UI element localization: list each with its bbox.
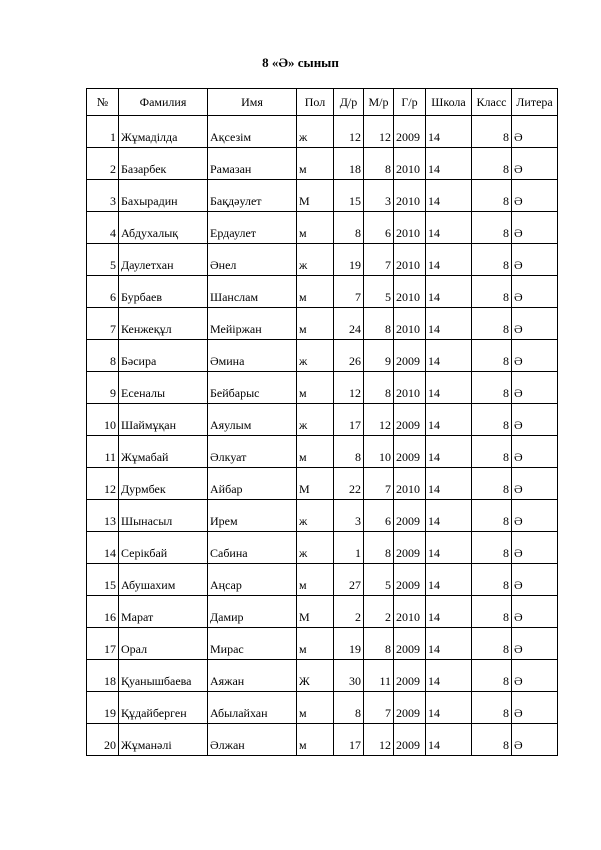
cell-letter: Ә	[512, 116, 558, 148]
cell-letter: Ә	[512, 532, 558, 564]
cell-birth-year: 2010	[394, 372, 426, 404]
cell-school: 14	[426, 628, 472, 660]
cell-school: 14	[426, 212, 472, 244]
table-row	[87, 532, 558, 564]
cell-school: 14	[426, 724, 472, 756]
cell-number: 5	[87, 244, 119, 276]
cell-surname: Кенжеқұл	[119, 308, 208, 340]
cell-school: 14	[426, 500, 472, 532]
cell-gender: м	[297, 436, 334, 468]
cell-class: 8	[472, 468, 512, 500]
cell-gender: ж	[297, 404, 334, 436]
cell-birth-month: 12	[364, 404, 394, 436]
cell-letter: Ә	[512, 308, 558, 340]
cell-class: 8	[472, 564, 512, 596]
header-birth-month: М/р	[364, 89, 394, 116]
cell-surname: Жұмабай	[119, 436, 208, 468]
table-row	[87, 244, 558, 276]
cell-birth-month: 5	[364, 276, 394, 308]
cell-birth-year: 2009	[394, 564, 426, 596]
cell-letter: Ә	[512, 692, 558, 724]
cell-school: 14	[426, 276, 472, 308]
page-title: 8 «Ә» сынып	[262, 55, 339, 70]
cell-birth-day: 12	[334, 372, 364, 404]
cell-class: 8	[472, 596, 512, 628]
cell-school: 14	[426, 148, 472, 180]
cell-number: 15	[87, 564, 119, 596]
cell-birth-year: 2009	[394, 724, 426, 756]
header-surname: Фамилия	[119, 89, 208, 116]
cell-birth-year: 2010	[394, 244, 426, 276]
cell-number: 6	[87, 276, 119, 308]
cell-class: 8	[472, 500, 512, 532]
table-row	[87, 372, 558, 404]
table-row	[87, 564, 558, 596]
cell-number: 18	[87, 660, 119, 692]
cell-number: 13	[87, 500, 119, 532]
student-table	[86, 88, 558, 756]
cell-name: Мейіржан	[208, 308, 297, 340]
cell-surname: Жұманәлі	[119, 724, 208, 756]
table-row	[87, 628, 558, 660]
cell-number: 9	[87, 372, 119, 404]
cell-class: 8	[472, 724, 512, 756]
cell-gender: м	[297, 628, 334, 660]
cell-birth-year: 2009	[394, 404, 426, 436]
cell-surname: Абдухалық	[119, 212, 208, 244]
cell-birth-month: 8	[364, 628, 394, 660]
cell-letter: Ә	[512, 436, 558, 468]
cell-name: Ирем	[208, 500, 297, 532]
cell-name: Сабина	[208, 532, 297, 564]
cell-birth-day: 7	[334, 276, 364, 308]
cell-class: 8	[472, 244, 512, 276]
cell-gender: М	[297, 596, 334, 628]
cell-surname: Дурмбек	[119, 468, 208, 500]
table-row	[87, 148, 558, 180]
cell-gender: ж	[297, 500, 334, 532]
cell-school: 14	[426, 308, 472, 340]
cell-name: Ақсезім	[208, 116, 297, 148]
cell-birth-year: 2009	[394, 628, 426, 660]
cell-birth-month: 8	[364, 532, 394, 564]
cell-gender: М	[297, 468, 334, 500]
cell-birth-year: 2009	[394, 340, 426, 372]
cell-gender: ж	[297, 116, 334, 148]
cell-gender: м	[297, 692, 334, 724]
cell-birth-month: 12	[364, 724, 394, 756]
cell-letter: Ә	[512, 276, 558, 308]
cell-gender: м	[297, 276, 334, 308]
cell-birth-day: 8	[334, 212, 364, 244]
cell-birth-month: 8	[364, 308, 394, 340]
cell-class: 8	[472, 628, 512, 660]
table-row	[87, 692, 558, 724]
cell-birth-day: 30	[334, 660, 364, 692]
cell-birth-year: 2010	[394, 308, 426, 340]
cell-birth-month: 3	[364, 180, 394, 212]
cell-gender: ж	[297, 340, 334, 372]
cell-surname: Бурбаев	[119, 276, 208, 308]
cell-birth-year: 2010	[394, 212, 426, 244]
table-row	[87, 212, 558, 244]
cell-number: 10	[87, 404, 119, 436]
cell-gender: ж	[297, 532, 334, 564]
cell-school: 14	[426, 436, 472, 468]
table-row	[87, 308, 558, 340]
cell-name: Әлжан	[208, 724, 297, 756]
cell-class: 8	[472, 660, 512, 692]
cell-number: 19	[87, 692, 119, 724]
cell-letter: Ә	[512, 724, 558, 756]
cell-letter: Ә	[512, 244, 558, 276]
cell-name: Аңсар	[208, 564, 297, 596]
cell-birth-day: 1	[334, 532, 364, 564]
cell-gender: м	[297, 212, 334, 244]
cell-name: Бақдәулет	[208, 180, 297, 212]
cell-letter: Ә	[512, 660, 558, 692]
cell-class: 8	[472, 116, 512, 148]
cell-number: 1	[87, 116, 119, 148]
table-row	[87, 340, 558, 372]
cell-name: Аяжан	[208, 660, 297, 692]
cell-surname: Базарбек	[119, 148, 208, 180]
cell-birth-month: 7	[364, 468, 394, 500]
cell-class: 8	[472, 180, 512, 212]
cell-birth-year: 2009	[394, 660, 426, 692]
cell-name: Бейбарыс	[208, 372, 297, 404]
cell-school: 14	[426, 564, 472, 596]
cell-name: Мирас	[208, 628, 297, 660]
cell-birth-month: 9	[364, 340, 394, 372]
cell-class: 8	[472, 308, 512, 340]
cell-birth-day: 18	[334, 148, 364, 180]
cell-class: 8	[472, 276, 512, 308]
cell-birth-day: 8	[334, 692, 364, 724]
cell-name: Абылайхан	[208, 692, 297, 724]
cell-birth-year: 2010	[394, 596, 426, 628]
cell-birth-month: 7	[364, 244, 394, 276]
cell-surname: Бәсира	[119, 340, 208, 372]
cell-name: Әмина	[208, 340, 297, 372]
cell-letter: Ә	[512, 212, 558, 244]
cell-class: 8	[472, 372, 512, 404]
cell-birth-day: 8	[334, 436, 364, 468]
cell-number: 2	[87, 148, 119, 180]
cell-school: 14	[426, 244, 472, 276]
cell-school: 14	[426, 372, 472, 404]
cell-number: 4	[87, 212, 119, 244]
cell-surname: Бахырадин	[119, 180, 208, 212]
cell-birth-day: 19	[334, 244, 364, 276]
cell-name: Дамир	[208, 596, 297, 628]
cell-birth-year: 2009	[394, 436, 426, 468]
cell-surname: Абушахим	[119, 564, 208, 596]
table-row	[87, 500, 558, 532]
table-row	[87, 116, 558, 148]
cell-birth-day: 2	[334, 596, 364, 628]
table-row	[87, 596, 558, 628]
cell-birth-day: 3	[334, 500, 364, 532]
cell-class: 8	[472, 404, 512, 436]
cell-school: 14	[426, 116, 472, 148]
cell-gender: м	[297, 372, 334, 404]
cell-birth-year: 2010	[394, 276, 426, 308]
cell-birth-month: 10	[364, 436, 394, 468]
cell-surname: Марат	[119, 596, 208, 628]
cell-gender: ж	[297, 244, 334, 276]
cell-surname: Шынасыл	[119, 500, 208, 532]
table-row	[87, 724, 558, 756]
cell-surname: Есеналы	[119, 372, 208, 404]
cell-birth-year: 2010	[394, 148, 426, 180]
cell-school: 14	[426, 404, 472, 436]
cell-class: 8	[472, 692, 512, 724]
cell-birth-year: 2009	[394, 532, 426, 564]
cell-surname: Жұмаділда	[119, 116, 208, 148]
cell-number: 17	[87, 628, 119, 660]
cell-number: 7	[87, 308, 119, 340]
cell-birth-day: 17	[334, 404, 364, 436]
cell-number: 14	[87, 532, 119, 564]
cell-gender: Ж	[297, 660, 334, 692]
cell-name: Әнел	[208, 244, 297, 276]
cell-birth-month: 8	[364, 372, 394, 404]
cell-school: 14	[426, 660, 472, 692]
cell-surname: Құдайберген	[119, 692, 208, 724]
cell-birth-day: 27	[334, 564, 364, 596]
cell-birth-month: 2	[364, 596, 394, 628]
cell-school: 14	[426, 180, 472, 212]
cell-number: 11	[87, 436, 119, 468]
cell-school: 14	[426, 532, 472, 564]
cell-letter: Ә	[512, 372, 558, 404]
header-number: №	[87, 89, 119, 116]
cell-birth-year: 2010	[394, 468, 426, 500]
header-school: Школа	[426, 89, 472, 116]
cell-school: 14	[426, 468, 472, 500]
cell-birth-month: 11	[364, 660, 394, 692]
cell-gender: М	[297, 180, 334, 212]
cell-number: 16	[87, 596, 119, 628]
cell-number: 8	[87, 340, 119, 372]
cell-name: Айбар	[208, 468, 297, 500]
table-row	[87, 404, 558, 436]
cell-gender: м	[297, 308, 334, 340]
header-birth-year: Г/р	[394, 89, 426, 116]
cell-surname: Даулетхан	[119, 244, 208, 276]
header-name: Имя	[208, 89, 297, 116]
cell-name: Әлкуат	[208, 436, 297, 468]
cell-name: Рамазан	[208, 148, 297, 180]
cell-name: Шанслам	[208, 276, 297, 308]
cell-gender: м	[297, 724, 334, 756]
cell-birth-day: 19	[334, 628, 364, 660]
header-letter: Литера	[512, 89, 558, 116]
cell-surname: Қуанышбаева	[119, 660, 208, 692]
cell-letter: Ә	[512, 628, 558, 660]
cell-class: 8	[472, 212, 512, 244]
cell-birth-month: 6	[364, 500, 394, 532]
header-gender: Пол	[297, 89, 334, 116]
cell-birth-day: 17	[334, 724, 364, 756]
cell-school: 14	[426, 596, 472, 628]
cell-birth-day: 22	[334, 468, 364, 500]
cell-birth-year: 2009	[394, 500, 426, 532]
cell-letter: Ә	[512, 180, 558, 212]
table-row	[87, 660, 558, 692]
cell-birth-year: 2010	[394, 180, 426, 212]
cell-birth-month: 12	[364, 116, 394, 148]
header-class: Класс	[472, 89, 512, 116]
cell-birth-day: 24	[334, 308, 364, 340]
cell-class: 8	[472, 148, 512, 180]
cell-letter: Ә	[512, 596, 558, 628]
cell-gender: м	[297, 564, 334, 596]
table-header-row	[87, 89, 558, 116]
cell-number: 12	[87, 468, 119, 500]
cell-gender: м	[297, 148, 334, 180]
table-row	[87, 180, 558, 212]
table-row	[87, 276, 558, 308]
cell-letter: Ә	[512, 500, 558, 532]
cell-surname: Шаймұқан	[119, 404, 208, 436]
table-row	[87, 436, 558, 468]
cell-birth-day: 26	[334, 340, 364, 372]
cell-surname: Серікбай	[119, 532, 208, 564]
cell-number: 20	[87, 724, 119, 756]
cell-letter: Ә	[512, 564, 558, 596]
cell-letter: Ә	[512, 404, 558, 436]
cell-birth-day: 15	[334, 180, 364, 212]
cell-birth-month: 5	[364, 564, 394, 596]
cell-name: Ердаулет	[208, 212, 297, 244]
cell-letter: Ә	[512, 148, 558, 180]
cell-school: 14	[426, 340, 472, 372]
cell-class: 8	[472, 532, 512, 564]
cell-number: 3	[87, 180, 119, 212]
cell-birth-month: 7	[364, 692, 394, 724]
cell-birth-month: 6	[364, 212, 394, 244]
cell-surname: Орал	[119, 628, 208, 660]
cell-birth-year: 2009	[394, 692, 426, 724]
cell-birth-month: 8	[364, 148, 394, 180]
header-birth-day: Д/р	[334, 89, 364, 116]
cell-school: 14	[426, 692, 472, 724]
cell-birth-day: 12	[334, 116, 364, 148]
cell-class: 8	[472, 436, 512, 468]
cell-letter: Ә	[512, 340, 558, 372]
table-row	[87, 468, 558, 500]
cell-birth-year: 2009	[394, 116, 426, 148]
cell-class: 8	[472, 340, 512, 372]
cell-letter: Ә	[512, 468, 558, 500]
cell-name: Аяулым	[208, 404, 297, 436]
